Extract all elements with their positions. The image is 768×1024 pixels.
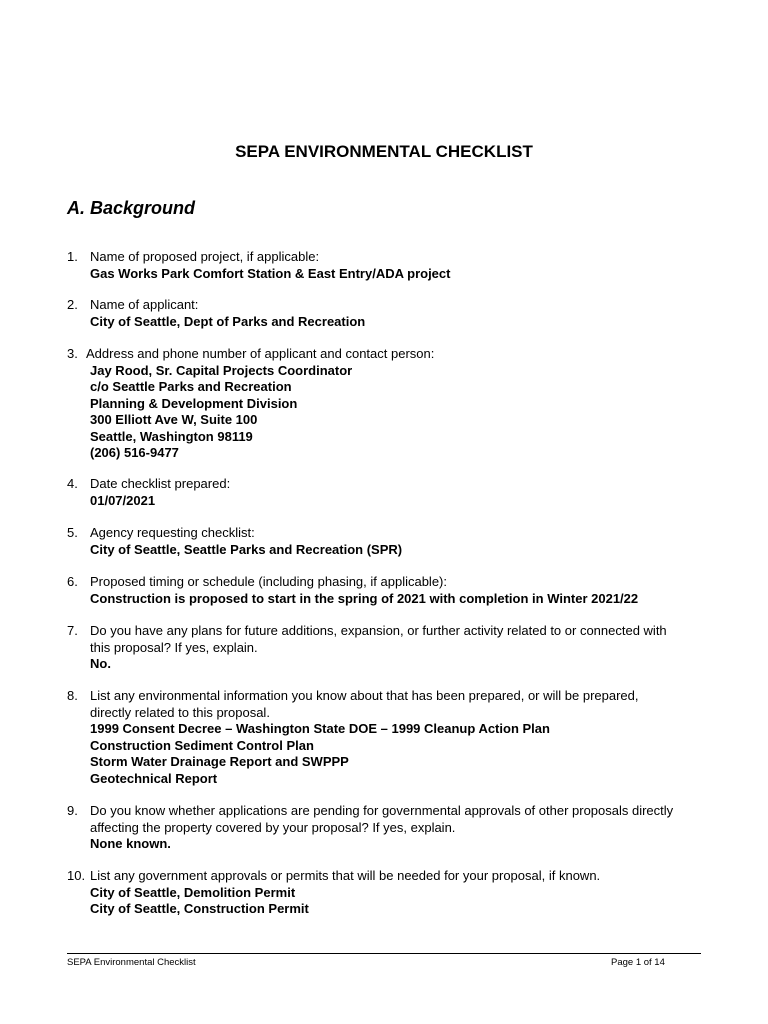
item-answer: Storm Water Drainage Report and SWPPP bbox=[90, 754, 349, 769]
item-question: Address and phone number of applicant and contact person: bbox=[86, 346, 435, 361]
item-question-line: this proposal? If yes, explain. bbox=[90, 639, 258, 655]
item-question: Proposed timing or schedule (including phasing, if applicable): bbox=[90, 574, 447, 589]
item-answer: 1999 Consent Decree – Washington State DOE – 1999 Cleanup Action Plan bbox=[90, 721, 550, 736]
item-number: 1. bbox=[67, 249, 78, 264]
item-answer: Planning & Development Division bbox=[90, 395, 298, 411]
section-heading: A. Background bbox=[67, 198, 196, 218]
checklist-item-8 bbox=[67, 688, 707, 787]
item-answer: Jay Rood, Sr. Capital Projects Coordinator bbox=[90, 362, 353, 378]
item-answer: Seattle, Washington 98119 bbox=[90, 428, 253, 444]
item-answer: City of Seattle, Construction Permit bbox=[90, 901, 309, 916]
document-title: SEPA ENVIRONMENTAL CHECKLIST bbox=[235, 142, 533, 161]
item-answer: c/o Seattle Parks and Recreation bbox=[90, 379, 292, 394]
item-answer: 300 Elliott Ave W, Suite 100 bbox=[90, 412, 258, 427]
item-number: 8. bbox=[67, 688, 78, 703]
item-question-line: affecting the property covered by your proposal? If yes, explain. bbox=[90, 819, 456, 835]
item-number: 4. bbox=[67, 476, 78, 491]
checklist-item-4 bbox=[67, 476, 707, 509]
item-number: 2. bbox=[67, 297, 78, 312]
item-question: Date checklist prepared: bbox=[90, 476, 231, 491]
checklist-item-1 bbox=[67, 249, 707, 282]
item-question-line: Do you know whether applications are pending for governmental approvals of other proposals directly bbox=[90, 803, 674, 818]
checklist-item-5 bbox=[67, 525, 707, 558]
item-answer: 01/07/2021 bbox=[90, 492, 156, 508]
item-number: 9. bbox=[67, 803, 78, 818]
item-answer: City of Seattle, Dept of Parks and Recreation bbox=[90, 313, 366, 329]
item-question-line: Do you have any plans for future additions, expansion, or further activity related to or connected with bbox=[90, 623, 667, 638]
footer-document-name: SEPA Environmental Checklist bbox=[67, 957, 196, 968]
item-question: Name of applicant: bbox=[90, 297, 199, 312]
item-answer: Construction is proposed to start in the spring of 2021 with completion in Winter 2021/22 bbox=[90, 590, 639, 606]
item-answer: City of Seattle, Demolition Permit bbox=[90, 884, 296, 900]
item-answer: City of Seattle, Seattle Parks and Recreation (SPR) bbox=[90, 541, 403, 557]
item-number: 7. bbox=[67, 623, 78, 638]
item-answer: (206) 516-9477 bbox=[90, 445, 179, 460]
checklist-item-9 bbox=[67, 803, 707, 853]
item-question: Name of proposed project, if applicable: bbox=[90, 249, 320, 264]
item-question-line: List any environmental information you know about that has been prepared, or will be prepared, bbox=[90, 688, 639, 703]
item-answer: Geotechnical Report bbox=[90, 770, 218, 786]
checklist-item-6 bbox=[67, 574, 707, 607]
item-number: 3. bbox=[67, 346, 78, 361]
footer-page-number: Page 1 of 14 bbox=[611, 957, 665, 968]
footer-divider bbox=[67, 953, 701, 954]
checklist-item-7 bbox=[67, 623, 707, 673]
item-number: 6. bbox=[67, 574, 78, 589]
item-question: List any government approvals or permits that will be needed for your proposal, if known. bbox=[90, 868, 601, 883]
item-question-line: directly related to this proposal. bbox=[90, 704, 270, 720]
checklist-item-2 bbox=[67, 297, 707, 330]
item-number: 10. bbox=[67, 868, 86, 883]
item-question: Agency requesting checklist: bbox=[90, 525, 255, 540]
item-answer: Construction Sediment Control Plan bbox=[90, 737, 314, 753]
checklist-item-3 bbox=[67, 346, 707, 462]
item-answer: None known. bbox=[90, 836, 171, 851]
item-number: 5. bbox=[67, 525, 78, 540]
item-answer: No. bbox=[90, 656, 111, 671]
item-answer: Gas Works Park Comfort Station & East Entry/ADA project bbox=[90, 265, 451, 281]
checklist-item-10 bbox=[67, 868, 707, 918]
